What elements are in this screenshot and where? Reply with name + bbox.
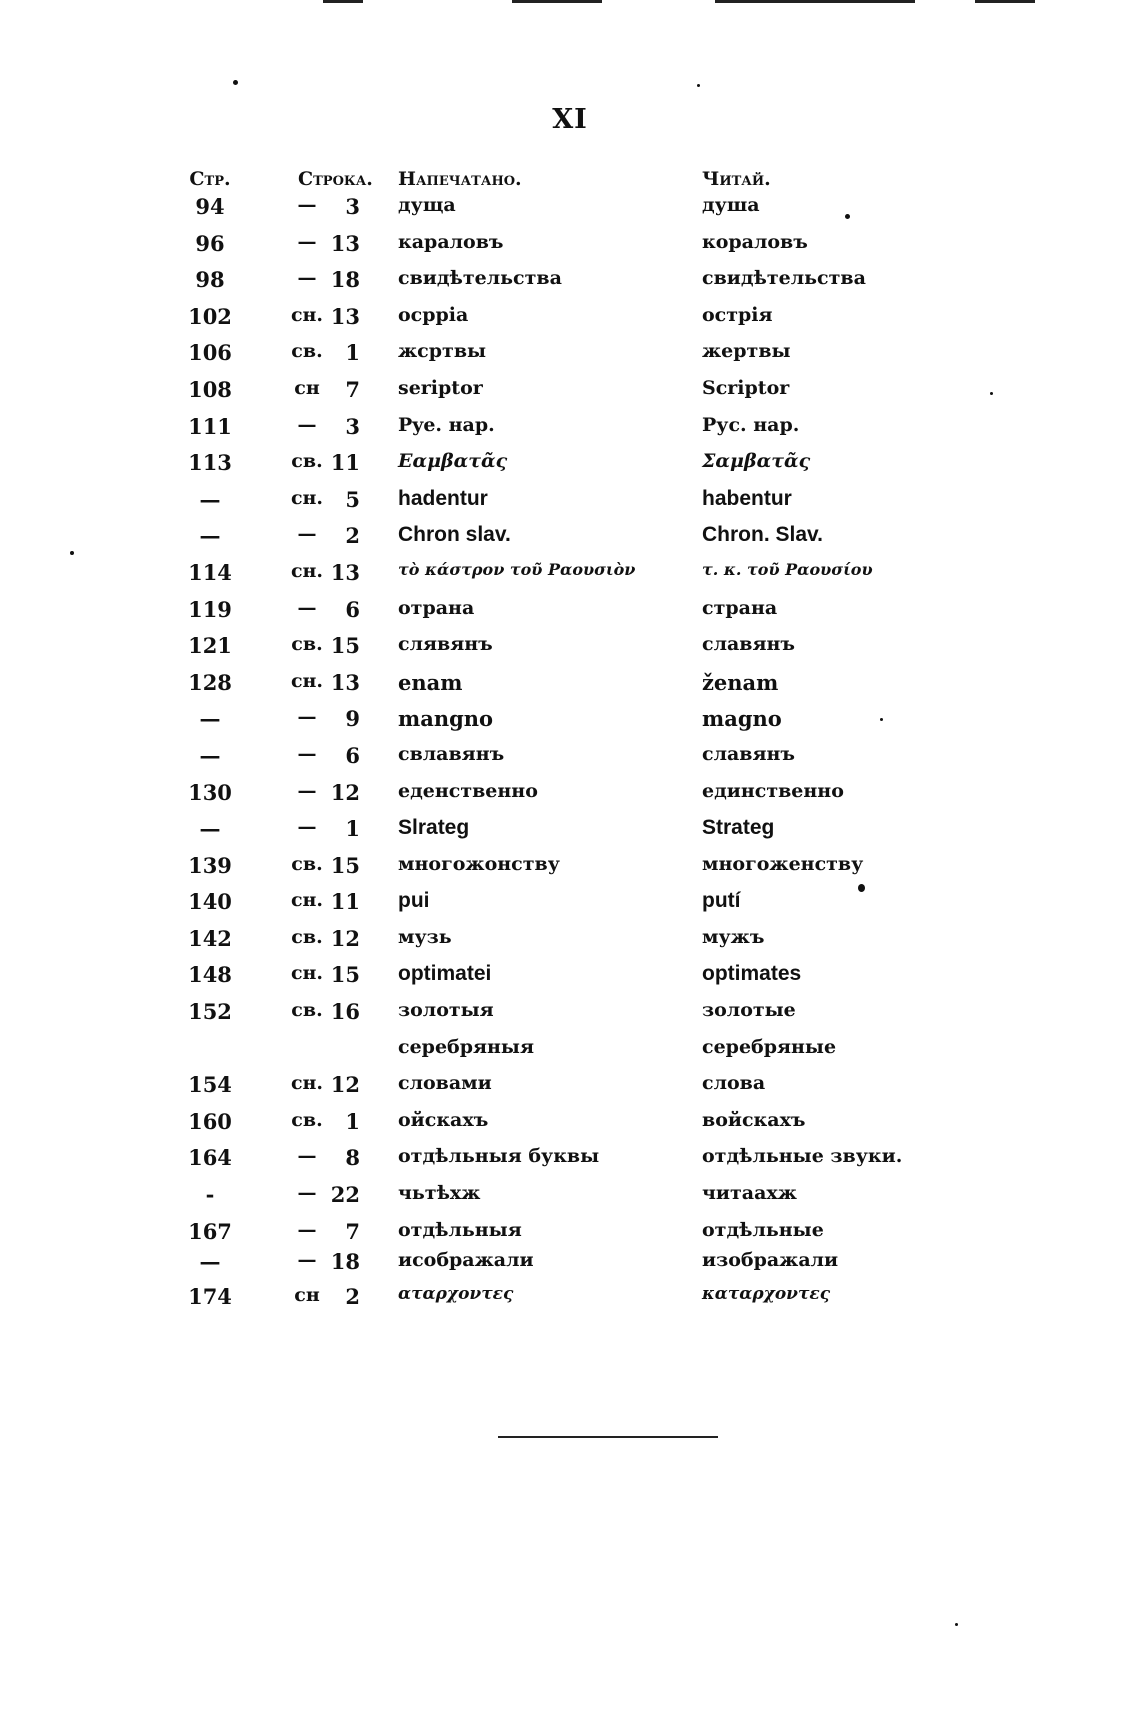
row-line-number: 11 xyxy=(330,889,360,915)
row-page: — xyxy=(199,742,221,768)
errata-row xyxy=(180,1284,900,1321)
errata-row xyxy=(180,889,900,926)
row-printed: hadentur xyxy=(398,486,488,510)
errata-row xyxy=(180,523,900,560)
row-read: единственно xyxy=(702,779,844,802)
row-read: жертвы xyxy=(702,340,791,363)
row-line-number: 2 xyxy=(345,1283,360,1309)
row-line-number: 12 xyxy=(330,925,360,951)
row-read: острія xyxy=(702,303,773,326)
row-page: — xyxy=(199,816,221,842)
errata-row xyxy=(180,1249,900,1284)
errata-row xyxy=(180,487,900,524)
row-mark: сн. xyxy=(290,559,324,582)
row-mark: св. xyxy=(291,633,323,656)
row-line-number: 13 xyxy=(330,559,360,585)
row-printed: словами xyxy=(398,1072,492,1095)
row-mark: сн. xyxy=(290,889,324,912)
row-printed: дуща xyxy=(398,194,456,216)
errata-table xyxy=(180,160,903,1320)
header-read: Читай. xyxy=(702,168,771,190)
row-printed: исображали xyxy=(398,1248,534,1271)
errata-row xyxy=(180,633,900,670)
row-line-number: 5 xyxy=(345,486,360,512)
row-read: славянъ xyxy=(702,633,795,656)
row-read: славянъ xyxy=(702,742,795,765)
row-page: — xyxy=(199,486,221,512)
row-mark: св. xyxy=(291,340,323,363)
row-page: 111 xyxy=(188,413,232,439)
row-mark: св. xyxy=(291,999,323,1022)
row-mark: св. xyxy=(291,450,323,473)
row-printed: optimatei xyxy=(398,962,492,986)
top-scan-rule xyxy=(323,0,363,3)
scan-speck xyxy=(70,551,74,555)
row-printed: Рye. нар. xyxy=(398,413,495,436)
row-read: кораловъ xyxy=(702,230,808,253)
row-read: многоженству xyxy=(702,852,864,875)
row-line-number: 1 xyxy=(345,1108,360,1134)
errata-row xyxy=(180,560,900,597)
row-printed: отдѣльныя буквы xyxy=(398,1145,600,1168)
row-page: 142 xyxy=(188,925,232,951)
row-printed: ойскахъ xyxy=(398,1108,489,1131)
row-printed: enam xyxy=(398,669,463,695)
row-mark: сн. xyxy=(290,669,324,692)
errata-row xyxy=(180,1219,900,1249)
row-page: — xyxy=(199,523,221,549)
row-page: 152 xyxy=(188,999,232,1025)
row-page: 94 xyxy=(195,194,225,219)
row-line-number: 18 xyxy=(330,1248,360,1274)
row-printed: серебряныя xyxy=(398,1035,535,1058)
row-page: 154 xyxy=(188,1072,232,1098)
row-line-number: 13 xyxy=(330,303,360,329)
row-read: серебряные xyxy=(702,1035,837,1058)
scan-speck xyxy=(233,80,238,85)
row-line-number: 16 xyxy=(330,999,360,1025)
errata-row xyxy=(180,999,900,1036)
row-mark: св. xyxy=(291,1108,323,1131)
row-printed: αταρχοντες xyxy=(398,1283,514,1304)
row-read: Scriptor xyxy=(702,376,790,399)
row-line-number: 13 xyxy=(330,230,360,256)
row-mark: — xyxy=(297,267,317,290)
row-mark: — xyxy=(297,779,317,802)
row-printed: слявянъ xyxy=(398,633,493,656)
row-printed: жсртвы xyxy=(398,340,487,363)
row-mark: — xyxy=(297,1182,317,1205)
row-read: τ. κ. τοῦ Ραουσίου xyxy=(702,559,873,579)
row-page: 130 xyxy=(188,779,232,805)
row-page: - xyxy=(205,1182,215,1208)
row-page: 96 xyxy=(195,230,225,256)
row-line-number: 1 xyxy=(345,340,360,366)
row-read: Strateg xyxy=(702,816,775,840)
row-line-number: 9 xyxy=(345,706,360,732)
row-printed: Slrateg xyxy=(398,816,470,840)
row-page: 119 xyxy=(188,596,232,622)
row-printed: Εαμβατᾶς xyxy=(398,450,508,473)
row-line-number: 8 xyxy=(345,1145,360,1171)
row-mark: сн xyxy=(294,376,320,399)
errata-row xyxy=(180,597,900,634)
row-line-number: 3 xyxy=(345,413,360,439)
row-printed: pui xyxy=(398,889,430,913)
page-number: XI xyxy=(552,104,588,135)
row-page: 148 xyxy=(188,962,232,988)
errata-header-row xyxy=(180,160,900,194)
row-mark: — xyxy=(297,523,317,546)
scan-speck xyxy=(955,1623,958,1626)
errata-row xyxy=(180,231,900,268)
row-read: душа xyxy=(702,194,760,216)
row-page: 174 xyxy=(188,1283,232,1309)
row-printed: отрана xyxy=(398,596,475,619)
row-mark: — xyxy=(297,230,317,253)
top-scan-rule xyxy=(975,0,1035,3)
row-page: 108 xyxy=(188,376,232,402)
row-read: optimates xyxy=(702,962,802,986)
row-read: ženam xyxy=(702,669,779,695)
errata-row xyxy=(180,1072,900,1109)
row-page: 160 xyxy=(188,1108,232,1134)
row-page: 167 xyxy=(188,1218,232,1244)
row-printed: еденственно xyxy=(398,779,538,802)
row-printed: золотыя xyxy=(398,999,494,1022)
row-printed: seriptor xyxy=(398,376,483,399)
row-read: putí xyxy=(702,889,741,913)
row-read: habentur xyxy=(702,486,792,510)
row-printed: отдѣльныя xyxy=(398,1218,522,1241)
errata-row xyxy=(180,1145,903,1182)
top-scan-rule xyxy=(512,0,602,3)
row-printed: многожонству xyxy=(398,852,560,875)
row-page: 114 xyxy=(188,559,232,585)
row-line-number: 18 xyxy=(330,267,360,293)
row-line-number: 11 xyxy=(330,450,360,476)
row-printed: чьтѣхж xyxy=(398,1182,481,1205)
row-mark: — xyxy=(297,742,317,765)
header-line: Строка. xyxy=(298,168,373,190)
row-mark: сн xyxy=(294,1283,320,1306)
row-page: 139 xyxy=(188,852,232,878)
row-line-number: 2 xyxy=(345,523,360,549)
row-mark: сн. xyxy=(290,1072,324,1095)
row-line-number: 7 xyxy=(345,1218,360,1244)
row-page: 106 xyxy=(188,340,232,366)
row-line-number: 15 xyxy=(330,633,360,659)
row-page: 98 xyxy=(195,267,225,293)
row-line-number: 12 xyxy=(330,779,360,805)
row-mark: — xyxy=(297,706,317,729)
row-read: Рус. нар. xyxy=(702,413,800,436)
row-printed: τὸ κάστρον τοῦ Ραουσιὸν xyxy=(398,559,636,579)
errata-row xyxy=(180,1036,900,1073)
row-line-number: 15 xyxy=(330,852,360,878)
row-read: страна xyxy=(702,596,778,619)
row-mark: сн. xyxy=(290,303,324,326)
row-printed: mangno xyxy=(398,706,494,732)
scan-speck xyxy=(697,84,700,87)
errata-row xyxy=(180,670,900,707)
row-read: слова xyxy=(702,1072,766,1095)
errata-row xyxy=(180,340,900,377)
row-mark: — xyxy=(297,596,317,619)
row-read: καταρχοντες xyxy=(702,1283,831,1304)
row-mark: — xyxy=(297,1218,317,1241)
errata-row xyxy=(180,706,900,743)
row-line-number: 7 xyxy=(345,376,360,402)
errata-row xyxy=(180,377,900,414)
row-mark: — xyxy=(297,413,317,436)
errata-row xyxy=(180,926,900,963)
row-printed: Chron slav. xyxy=(398,523,511,547)
row-page: 113 xyxy=(188,450,232,476)
row-read: Σαμβατᾶς xyxy=(702,450,811,473)
row-mark: сн. xyxy=(290,962,324,985)
row-line-number: 15 xyxy=(330,962,360,988)
row-printed: свлавянъ xyxy=(398,742,505,765)
row-read: золотые xyxy=(702,999,796,1022)
row-read: свидѣтельства xyxy=(702,267,866,290)
row-mark: — xyxy=(297,194,317,216)
errata-row xyxy=(180,853,900,890)
row-mark: — xyxy=(297,816,317,839)
errata-row xyxy=(180,414,900,451)
row-page: 121 xyxy=(188,633,232,659)
row-line-number: 22 xyxy=(330,1182,360,1208)
errata-row xyxy=(180,450,900,487)
row-page: 164 xyxy=(188,1145,232,1171)
row-read: Chron. Slav. xyxy=(702,523,823,547)
row-read: отдѣльные xyxy=(702,1218,824,1241)
row-page: — xyxy=(199,1248,221,1274)
errata-row xyxy=(180,780,900,817)
row-read: отдѣльные звуки. xyxy=(702,1145,903,1168)
row-page: 128 xyxy=(188,669,232,695)
row-printed: осрріа xyxy=(398,303,469,326)
header-page: Стр. xyxy=(189,168,231,190)
row-line-number: 12 xyxy=(330,1072,360,1098)
row-read: читаахж xyxy=(702,1182,797,1205)
row-mark: св. xyxy=(291,852,323,875)
row-read: изображали xyxy=(702,1248,839,1271)
row-mark: — xyxy=(297,1145,317,1168)
row-printed: караловъ xyxy=(398,230,504,253)
closing-rule xyxy=(498,1436,718,1438)
errata-row xyxy=(180,962,900,999)
row-line-number: 3 xyxy=(345,194,360,219)
errata-row xyxy=(180,304,900,341)
top-scan-rule xyxy=(715,0,915,3)
row-read: мужъ xyxy=(702,925,765,948)
row-page: 140 xyxy=(188,889,232,915)
row-read: войскахъ xyxy=(702,1108,806,1131)
row-page: 102 xyxy=(188,303,232,329)
row-line-number: 13 xyxy=(330,669,360,695)
row-read: magno xyxy=(702,706,782,732)
errata-row xyxy=(180,194,900,231)
errata-row xyxy=(180,743,900,780)
errata-row xyxy=(180,267,900,304)
row-mark: сн. xyxy=(290,486,324,509)
row-line-number: 6 xyxy=(345,742,360,768)
row-printed: музь xyxy=(398,925,452,948)
errata-row xyxy=(180,1109,900,1146)
row-mark: — xyxy=(297,1248,317,1271)
errata-row xyxy=(180,816,900,853)
scan-speck xyxy=(990,392,993,395)
row-line-number: 6 xyxy=(345,596,360,622)
row-mark: св. xyxy=(291,925,323,948)
row-printed: свидѣтельства xyxy=(398,267,562,290)
row-page: — xyxy=(199,706,221,732)
header-printed: Напечатано. xyxy=(398,168,522,190)
errata-row xyxy=(180,1182,900,1219)
row-line-number: 1 xyxy=(345,816,360,842)
